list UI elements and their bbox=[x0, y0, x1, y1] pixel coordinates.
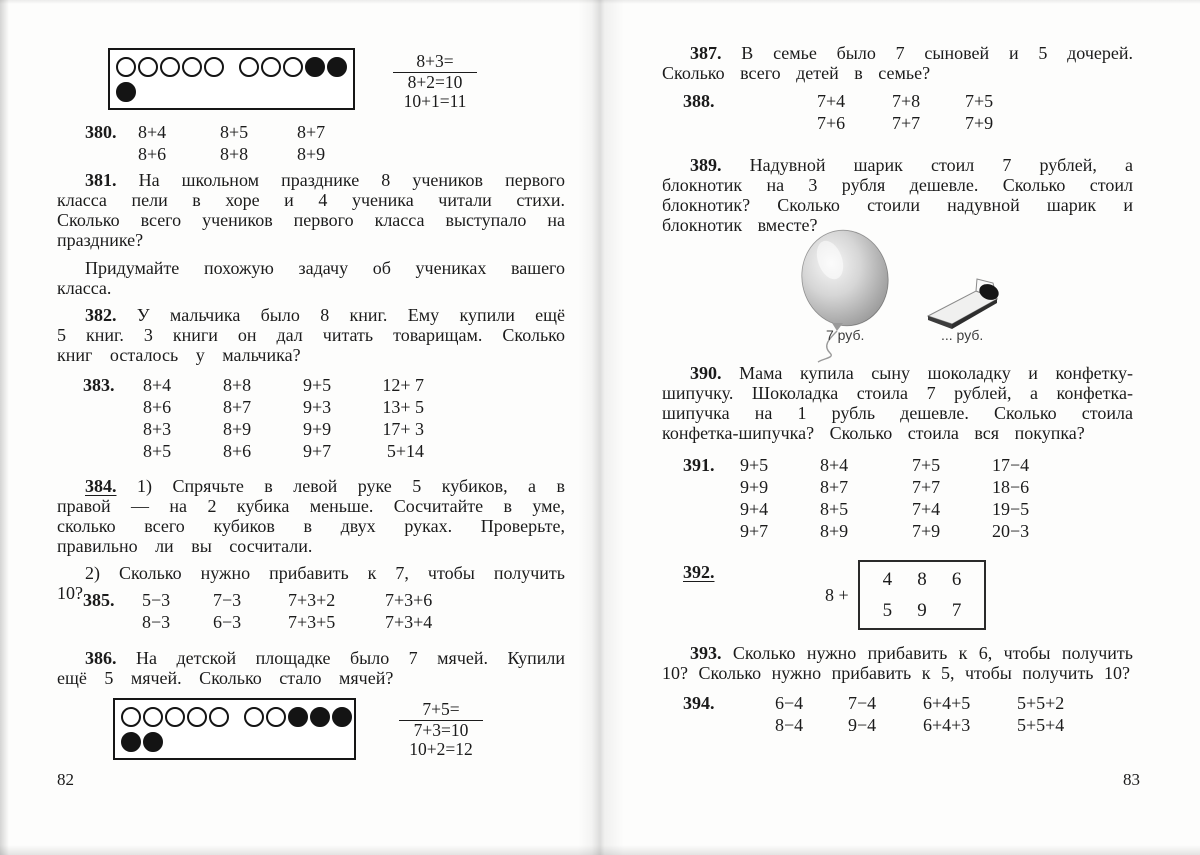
expression: 7+6 bbox=[817, 113, 846, 133]
expression: 7+9 bbox=[965, 113, 994, 133]
filled-circle bbox=[305, 57, 325, 77]
expression: 7+3+5 bbox=[288, 612, 336, 632]
expression: 8+8 bbox=[220, 144, 249, 164]
expression: 7+4 bbox=[817, 91, 846, 111]
problem-384 bbox=[57, 476, 565, 556]
expression: 9+4 bbox=[740, 499, 769, 519]
problem-number: 390. bbox=[690, 363, 722, 383]
problem-number: 384. bbox=[85, 476, 117, 496]
formula-line: 7+3=10 bbox=[413, 720, 469, 740]
formula-line: 10+2=12 bbox=[409, 739, 473, 759]
number: 5 bbox=[882, 599, 893, 621]
open-circle bbox=[182, 57, 202, 77]
expression: 9+5 bbox=[740, 455, 769, 475]
expression: 8−3 bbox=[142, 612, 171, 632]
formula-line: 10+1=11 bbox=[403, 91, 467, 111]
expression: 8+6 bbox=[138, 144, 167, 164]
counting-circles-box-top bbox=[108, 48, 355, 110]
exercise-number: 392. bbox=[683, 562, 715, 582]
number: 6 bbox=[951, 568, 962, 590]
problem-text: В семье было 7 сыновей и 5 дочерей. Сколько всего детей в семье? bbox=[662, 43, 1133, 83]
circle-row bbox=[116, 81, 353, 102]
open-circle bbox=[209, 707, 229, 727]
expression: 8+8 bbox=[223, 375, 252, 395]
expression: 9−4 bbox=[848, 715, 877, 735]
circle-row bbox=[121, 731, 354, 752]
problem-text: 2) Сколько нужно прибавить к 7, чтобы получить 10? bbox=[57, 563, 565, 603]
open-circle bbox=[121, 707, 141, 727]
expression: 6−4 bbox=[775, 693, 804, 713]
expression: 9+9 bbox=[303, 419, 332, 439]
exercise-number: 388. bbox=[683, 91, 715, 111]
expression: 8+9 bbox=[223, 419, 252, 439]
open-circle bbox=[138, 57, 158, 77]
problem-number: 393. bbox=[690, 643, 722, 663]
expression: 5+5+4 bbox=[1017, 715, 1065, 735]
number: 4 bbox=[882, 568, 893, 590]
number: 7 bbox=[951, 599, 962, 621]
filled-circle bbox=[332, 707, 352, 727]
page-gutter-shadow bbox=[578, 0, 624, 855]
page-number-left: 82 bbox=[57, 770, 74, 789]
exercise-number: 383. bbox=[83, 375, 115, 395]
circle-row bbox=[121, 706, 354, 727]
problem-text: На детской площадке было 7 мячей. Купили ещё 5 мячей. Сколько стало мячей? bbox=[57, 648, 566, 688]
expression-prefix: 8 + bbox=[825, 585, 849, 605]
expression: 20−3 bbox=[992, 521, 1030, 541]
expression: 12+ 7 bbox=[382, 375, 424, 395]
expression: 8+4 bbox=[820, 455, 849, 475]
problem-381-followup bbox=[57, 258, 565, 298]
expression: 18−6 bbox=[992, 477, 1030, 497]
expression: 7−4 bbox=[848, 693, 877, 713]
expression: 9+3 bbox=[303, 397, 332, 417]
expression: 9+9 bbox=[740, 477, 769, 497]
expression: 13+ 5 bbox=[382, 397, 424, 417]
expression: 7+3+4 bbox=[385, 612, 433, 632]
number: 8 bbox=[917, 568, 927, 590]
expression: 8+7 bbox=[820, 477, 849, 497]
notepad-icon bbox=[928, 279, 1001, 329]
expression: 7+4 bbox=[912, 499, 941, 519]
problem-382 bbox=[57, 305, 565, 365]
open-circle bbox=[261, 57, 281, 77]
expression: 17−4 bbox=[992, 455, 1030, 475]
problem-text: Мама купила сыну шоколадку и конфетку-шипучку. Шоколадка стоила 7 рублей, а конфетка-шипучка на 1 рубль дешевле. Сколько стоила конфетка-шипучка? Сколько стоила вся покупка? bbox=[662, 363, 1133, 443]
filled-circle bbox=[121, 732, 141, 752]
open-circle bbox=[204, 57, 224, 77]
number: 9 bbox=[917, 599, 927, 621]
open-circle bbox=[143, 707, 163, 727]
expression: 7+8 bbox=[892, 91, 921, 111]
problem-number: 386. bbox=[85, 648, 117, 668]
problem-number: 382. bbox=[85, 305, 117, 325]
expression: 9+5 bbox=[303, 375, 332, 395]
problem-390 bbox=[662, 363, 1133, 443]
open-circle bbox=[187, 707, 207, 727]
open-circle bbox=[239, 57, 259, 77]
expression: 7+7 bbox=[892, 113, 921, 133]
formula-block-8plus3 bbox=[393, 52, 477, 111]
counting-circles-box-bottom bbox=[113, 698, 356, 760]
expression: 7+5 bbox=[965, 91, 994, 111]
exercise-number: 394. bbox=[683, 693, 715, 713]
problem-386 bbox=[57, 648, 565, 688]
expression: 7−3 bbox=[213, 590, 242, 610]
page-83 bbox=[600, 0, 1200, 855]
exercise-number: 380. bbox=[85, 122, 117, 142]
exercise-number: 391. bbox=[683, 455, 715, 475]
expression: 17+ 3 bbox=[382, 419, 424, 439]
problem-text: Сколько нужно прибавить к 6, чтобы получить 10? Сколько нужно прибавить к 5, чтобы получить 10? bbox=[662, 643, 1133, 683]
scan-edge-left bbox=[0, 0, 9, 855]
problem-text: 1) Спрячьте в левой руке 5 кубиков, а в правой — на 2 кубика меньше. Сосчитайте в уме, сколько всего кубиков в двух руках. Проверьте, правильно ли вы сосчитали. bbox=[57, 476, 566, 556]
expression: 5+5+2 bbox=[1017, 693, 1065, 713]
expression: 7+3+6 bbox=[385, 590, 433, 610]
filled-circle bbox=[288, 707, 308, 727]
exercise-number: 385. bbox=[83, 590, 115, 610]
scan-edge-top bbox=[0, 0, 1200, 4]
filled-circle bbox=[143, 732, 163, 752]
expression: 8+3 bbox=[143, 419, 172, 439]
formula-block-7plus5 bbox=[399, 700, 483, 759]
formula-line: 8+2=10 bbox=[407, 72, 463, 92]
expression: 5+14 bbox=[386, 441, 424, 461]
problem-text: На школьном празднике 8 учеников первого класса пели в хоре и 4 ученика читали стихи. Сколько всего учеников первого класса выступало на празднике? bbox=[57, 170, 565, 250]
expression: 8+5 bbox=[220, 122, 249, 142]
expression: 6+4+5 bbox=[923, 693, 971, 713]
expression: 8+4 bbox=[143, 375, 172, 395]
problem-number: 381. bbox=[85, 170, 117, 190]
expression: 8+7 bbox=[297, 122, 326, 142]
open-circle bbox=[283, 57, 303, 77]
expression: 5−3 bbox=[142, 590, 171, 610]
balloon-price-label: 7 руб. bbox=[826, 327, 865, 343]
expression: 8+9 bbox=[820, 521, 849, 541]
expression: 7+7 bbox=[912, 477, 941, 497]
filled-circle bbox=[327, 57, 347, 77]
problem-number: 389. bbox=[690, 155, 722, 175]
filled-circle bbox=[310, 707, 330, 727]
problem-387 bbox=[662, 43, 1133, 83]
open-circle bbox=[244, 707, 264, 727]
expression: 6−3 bbox=[213, 612, 242, 632]
formula-line: 8+3= bbox=[393, 52, 477, 73]
formula-line: 7+5= bbox=[399, 700, 483, 721]
expression: 9+7 bbox=[303, 441, 332, 461]
page-number-right: 83 bbox=[1123, 770, 1140, 789]
problem-text: Надувной шарик стоил 7 рублей, а блокнотик на 3 рубля дешевле. Сколько стоил блокнотик? Сколько стоили надувной шарик и блокнотик вместе? bbox=[662, 155, 1134, 235]
scan-edge-bottom bbox=[0, 845, 1200, 855]
filled-circle bbox=[116, 82, 136, 102]
expression: 8+6 bbox=[223, 441, 252, 461]
expression: 6+4+3 bbox=[923, 715, 971, 735]
problem-389 bbox=[662, 155, 1133, 235]
problem-381 bbox=[57, 170, 565, 250]
expression: 8+6 bbox=[143, 397, 172, 417]
circle-row bbox=[116, 56, 353, 77]
number-choice-box bbox=[858, 560, 986, 630]
expression: 7+3+2 bbox=[288, 590, 336, 610]
problem-text: У мальчика было 8 книг. Ему купили ещё 5 книг. 3 книги он дал читать товарищам. Сколько книг осталось у мальчика? bbox=[57, 305, 566, 365]
open-circle bbox=[160, 57, 180, 77]
expression: 7+9 bbox=[912, 521, 941, 541]
open-circle bbox=[266, 707, 286, 727]
expression: 8+5 bbox=[820, 499, 849, 519]
problem-393 bbox=[662, 643, 1133, 683]
expression: 8−4 bbox=[775, 715, 804, 735]
expression: 7+5 bbox=[912, 455, 941, 475]
problem-number: 387. bbox=[690, 43, 722, 63]
expression: 19−5 bbox=[992, 499, 1030, 519]
expression: 8+7 bbox=[223, 397, 252, 417]
problem-text: Придумайте похожую задачу об учениках вашего класса. bbox=[57, 258, 565, 298]
open-circle bbox=[165, 707, 185, 727]
expression: 8+9 bbox=[297, 144, 326, 164]
notepad-price-label: ... руб. bbox=[941, 327, 984, 343]
open-circle bbox=[116, 57, 136, 77]
expression: 8+4 bbox=[138, 122, 167, 142]
expression: 8+5 bbox=[143, 441, 172, 461]
expression: 9+7 bbox=[740, 521, 769, 541]
